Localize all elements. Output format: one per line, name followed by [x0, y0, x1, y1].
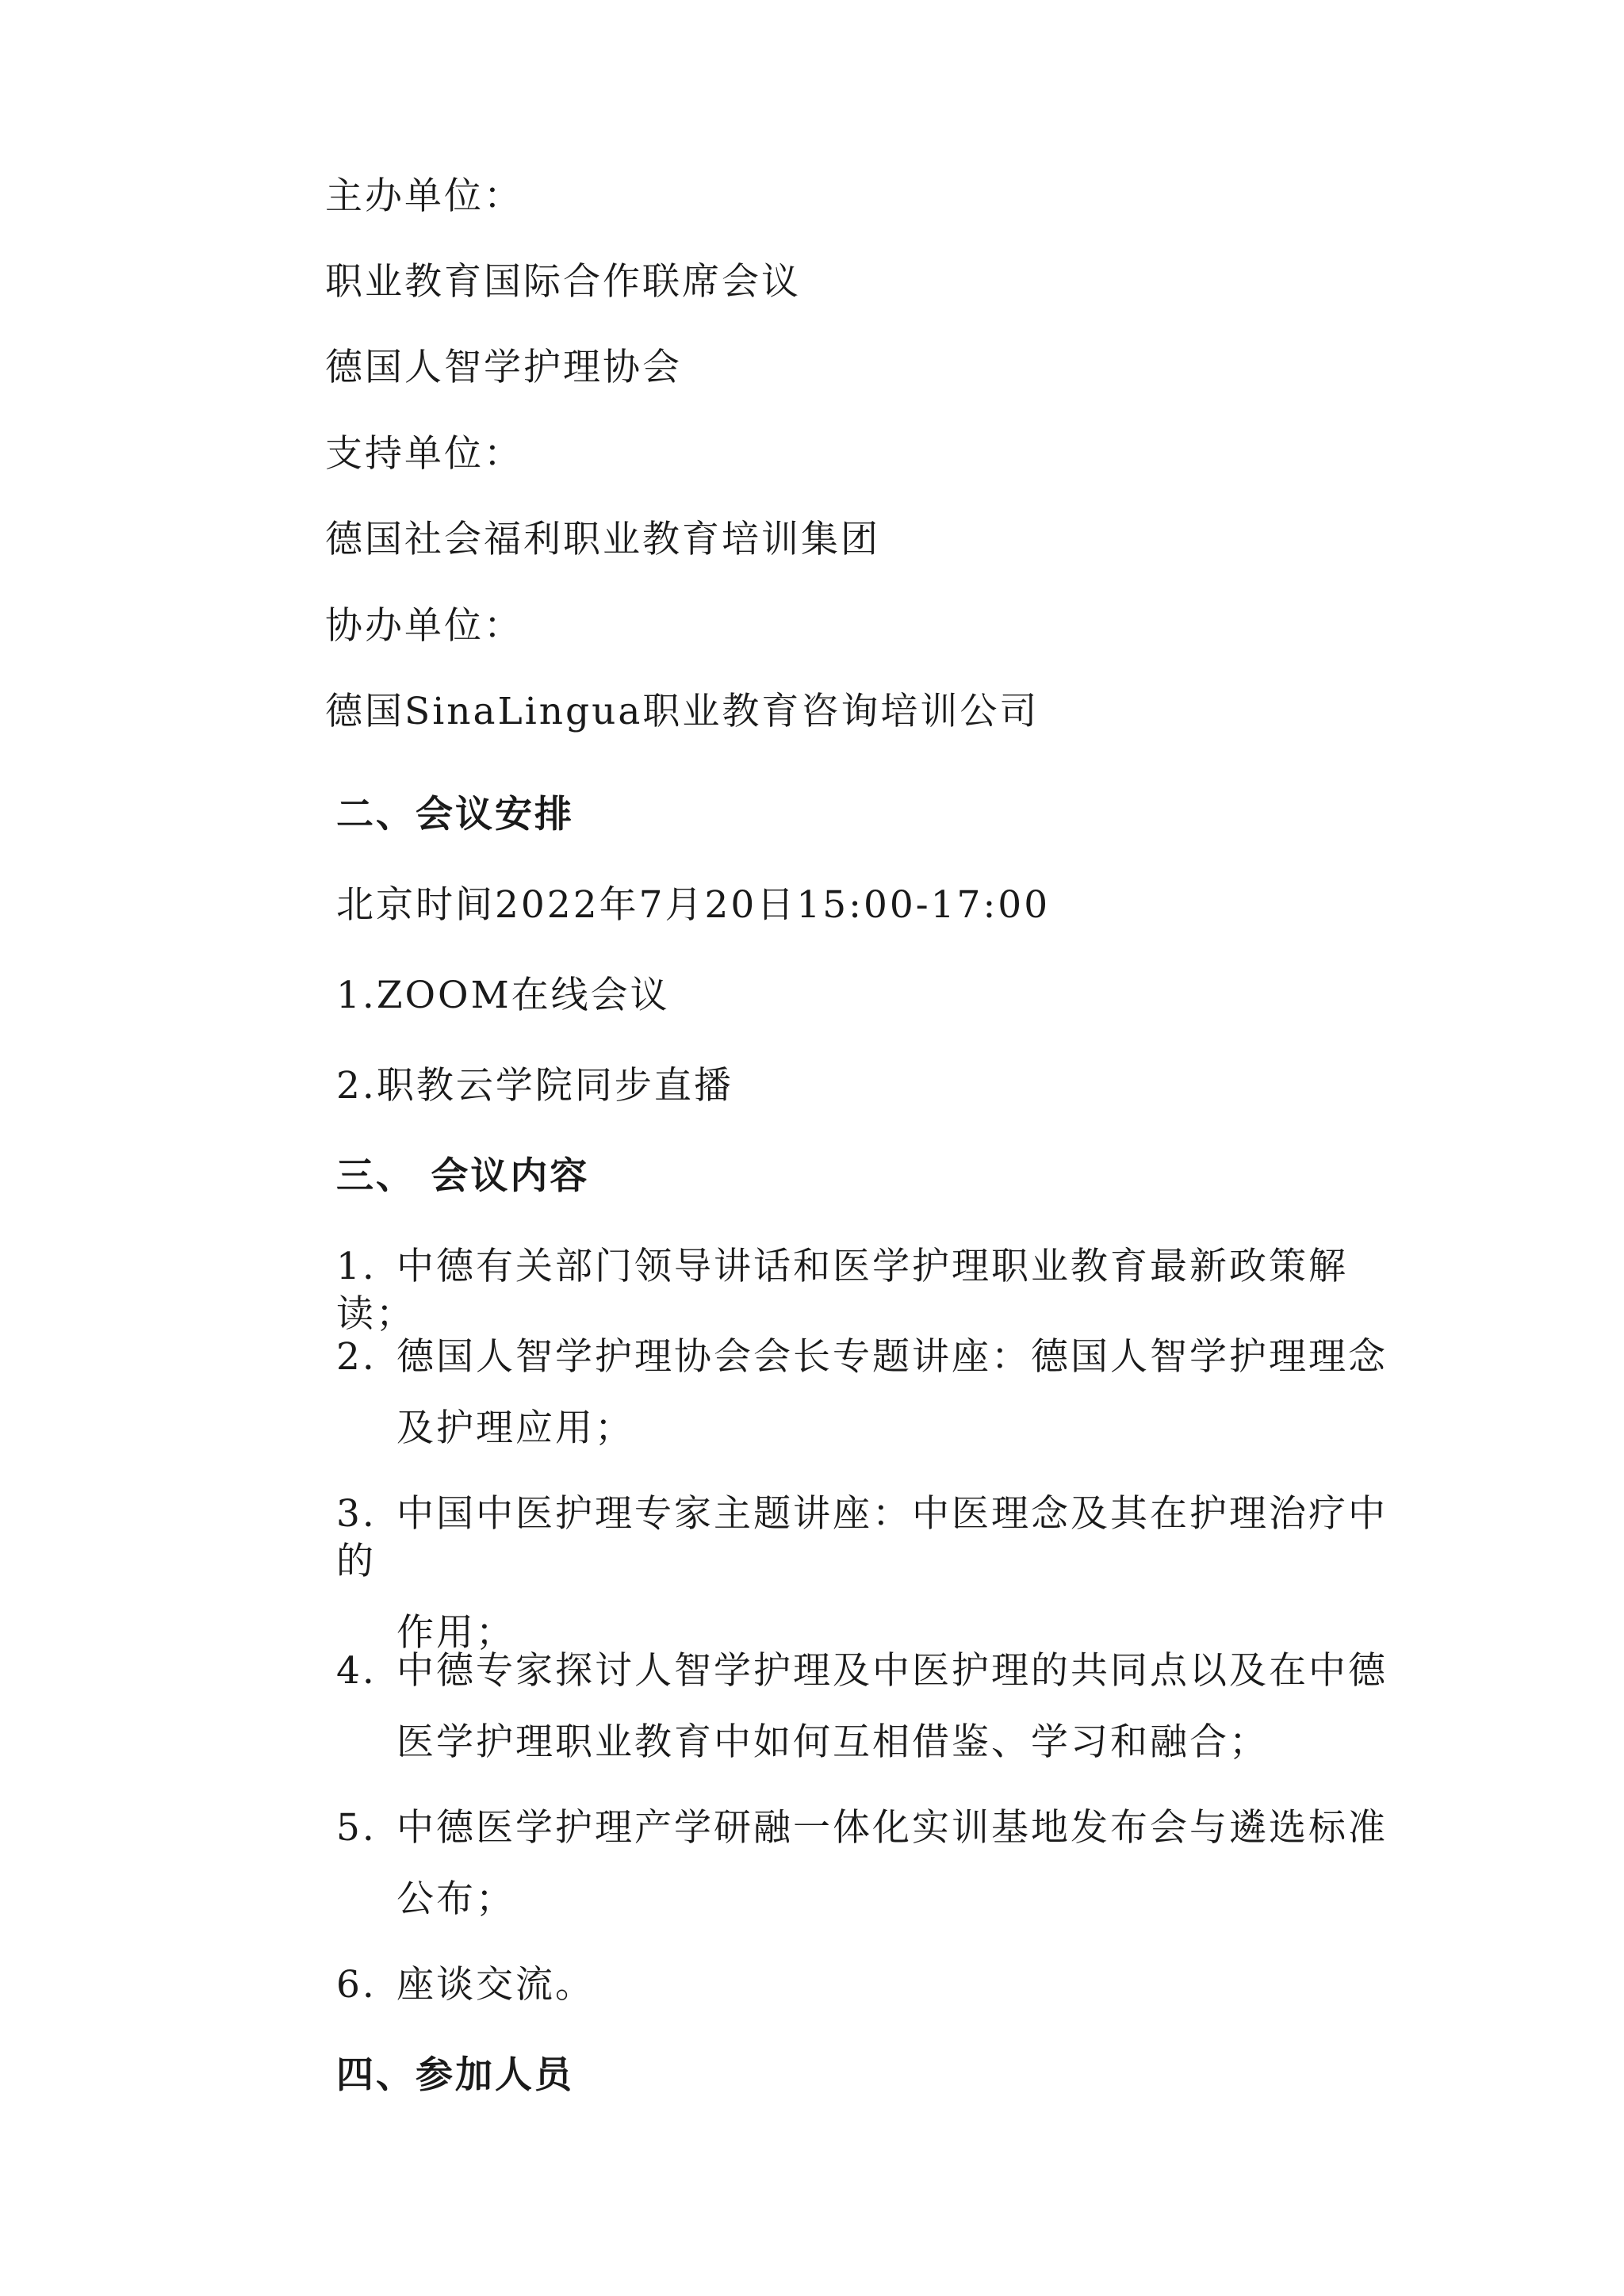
meeting-mode-1: 1.ZOOM在线会议 [336, 974, 670, 1017]
agenda-item-5 [336, 1804, 1391, 1923]
agenda-item-text: 中德有关部门领导讲话和医学护理职业教育最新政策解读； [336, 1245, 1348, 1336]
agenda-item-text-continued: 医学护理职业教育中如何互相借鉴、学习和融合； [396, 1720, 1269, 1764]
agenda-item-3 [336, 1490, 1391, 1657]
agenda-item-text: 中德医学护理产学研融一体化实训基地发布会与遴选标准 [396, 1806, 1388, 1850]
meeting-time: 北京时间2022年7月20日15:00-17:00 [336, 883, 1051, 927]
co-org-1: 德国SinaLingua职业教育咨询培训公司 [325, 690, 1040, 733]
agenda-item-1 [336, 1243, 1391, 1338]
section-4-heading: 四、参加人员 [336, 2053, 574, 2097]
agenda-item-number: 3. [336, 1492, 377, 1536]
agenda-item-6 [336, 1961, 1391, 2009]
agenda-item-text: 座谈交流。 [396, 1963, 595, 2007]
agenda-item-number: 6. [336, 1963, 377, 2007]
co-label: 协办单位： [325, 604, 523, 648]
agenda-item-number: 1. [336, 1245, 377, 1288]
agenda-item-text: 中国中医护理专家主题讲座：中医理念及其在护理治疗中的 [336, 1492, 1388, 1583]
support-label: 支持单位： [325, 432, 523, 476]
agenda-item-text-continued: 及护理应用； [396, 1406, 634, 1450]
agenda-item-4 [336, 1647, 1391, 1766]
agenda-item-text-continued: 作用； [396, 1611, 515, 1655]
support-org-1: 德国社会福利职业教育培训集团 [325, 518, 880, 561]
host-org-1: 职业教育国际合作联席会议 [325, 260, 801, 304]
agenda-item-number: 4. [336, 1649, 377, 1693]
section-2-heading: 二、会议安排 [336, 793, 574, 836]
agenda-item-text: 中德专家探讨人智学护理及中医护理的共同点以及在中德 [396, 1649, 1388, 1693]
agenda-item-2 [336, 1334, 1391, 1452]
agenda-item-text: 德国人智学护理协会会长专题讲座：德国人智学护理理念 [396, 1335, 1388, 1379]
host-org-2: 德国人智学护理协会 [325, 346, 682, 389]
host-label: 主办单位： [325, 174, 523, 218]
meeting-mode-2: 2.职教云学院同步直播 [336, 1064, 733, 1108]
agenda-item-number: 2. [336, 1335, 377, 1379]
agenda-item-text-continued: 公布； [396, 1877, 515, 1921]
section-3-heading: 三、 会议内容 [336, 1154, 590, 1198]
agenda-item-number: 5. [336, 1806, 377, 1850]
